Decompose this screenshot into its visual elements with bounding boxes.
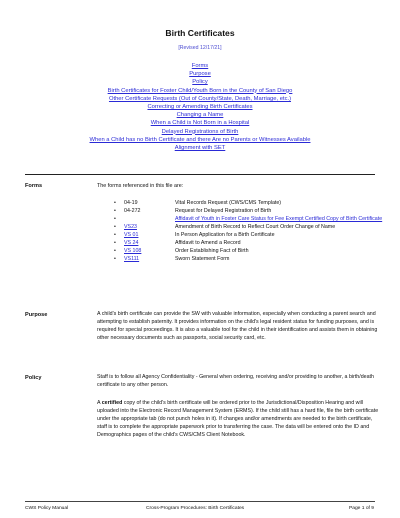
toc-link-no-birth-certificate[interactable]: When a Child has no Birth Certificate and there Are no Parents or Witnesses Available <box>89 136 311 143</box>
policy-text-prefix: A <box>97 400 102 406</box>
form-description: Amendment of Birth Record to Reflect Court Order Change of Name <box>175 224 336 231</box>
list-item <box>114 215 384 223</box>
form-link-affidavit-fee-exempt[interactable]: Affidavit of Youth in Foster Care Status for Fee Exempt Certified Copy of Birth Certificate <box>175 216 383 223</box>
form-link-vs23[interactable]: VS23 <box>124 224 137 231</box>
table-of-contents <box>0 62 400 152</box>
form-code <box>124 223 175 231</box>
policy-text-certified: certified <box>101 400 123 406</box>
toc-link-forms[interactable]: Forms <box>191 63 209 69</box>
toc-link-delayed-registrations[interactable]: Delayed Registrations of Birth <box>161 128 239 135</box>
form-link-vs111[interactable]: VS111 <box>124 256 140 263</box>
form-code <box>124 239 175 247</box>
list-item <box>114 199 384 207</box>
policy-text-confidentiality: Staff is to follow all Agency Confidentiality - General when ordering, receiving and/or providing to another, a birth/death certificate to any other person. <box>97 374 374 388</box>
form-description: Sworn Statement Form <box>175 256 230 263</box>
list-item <box>114 247 384 255</box>
purpose-section-label: Purpose <box>25 312 48 318</box>
list-item <box>114 223 384 231</box>
list-item <box>114 231 384 239</box>
toc-link-alignment-with-set[interactable]: Alignment with SET <box>174 145 226 152</box>
bullet-icon: • <box>114 256 116 263</box>
footer-page-number: Page 1 of 9 <box>348 506 374 511</box>
form-link-vs24[interactable]: VS 24 <box>124 240 139 247</box>
list-item <box>114 239 384 247</box>
form-link-vs108[interactable]: VS 108 <box>124 248 142 255</box>
bullet-icon: • <box>114 208 116 215</box>
form-description: Request for Delayed Registration of Birth <box>175 208 272 215</box>
form-description <box>175 215 384 223</box>
bullet-icon: • <box>114 240 116 247</box>
bullet-icon: • <box>114 200 116 206</box>
bullet-icon: • <box>114 248 116 255</box>
toc-link-policy[interactable]: Policy <box>192 79 208 86</box>
form-description: Vital Records Request (CWS/CMS Template) <box>175 200 282 206</box>
form-description: Order Establishing Fact of Birth <box>175 248 249 255</box>
forms-section-label: Forms <box>25 183 43 189</box>
toc-link-correcting-amending[interactable]: Correcting or Amending Birth Certificates <box>147 104 253 111</box>
list-item <box>114 207 384 215</box>
form-code <box>124 247 175 255</box>
form-description: In Person Application for a Birth Certificate <box>175 232 275 239</box>
form-code <box>124 215 175 223</box>
form-link-vs01[interactable]: VS 01 <box>124 232 139 239</box>
toc-link-changing-name[interactable]: Changing a Name <box>176 112 224 119</box>
form-description: Affidavit to Amend a Record <box>175 240 241 247</box>
toc-link-born-in-san-diego[interactable]: Birth Certificates for Foster Child/Youth Born in the County of San Diego <box>107 87 293 94</box>
purpose-text: A child's birth certificate can provide the SW with valuable information, especially when conducting a parent search and attempting to establish paternity. It provides information on the child's legal resident status for funding purposes, and is required for special proceedings. It is also a valuable tool for the child in their identification and assists them in obtaining other necessary documents such as passports, social security card, etc. <box>97 311 378 341</box>
footer-divider <box>25 501 375 502</box>
form-code <box>124 255 175 263</box>
policy-text-certified-copy <box>97 400 379 440</box>
bullet-icon: • <box>114 224 116 231</box>
form-code: 04-19 <box>124 200 138 206</box>
forms-list <box>114 199 384 263</box>
policy-section-label: Policy <box>25 375 42 381</box>
section-divider <box>25 174 375 175</box>
form-code: 04-272 <box>124 208 141 215</box>
document-title: Birth Certificates <box>165 28 235 38</box>
footer-left: CWS Policy Manual <box>25 506 69 511</box>
policy-text-rest: copy of the child's birth certificate will be ordered prior to the Jurisdictional/Disposition Hearing and will uploaded into the Electronic Record Management System (ERMS). If the child still has a hard file, file the birth certificate under the appropriate tab (do not punch holes in it). If changes and/or amendments are needed to the birth certificate, staff is to complete the appropriate paperwork prior to transferring the case. The data will be entered onto the ID and Demographics pages of the child's CWS/CMS Client Notebook. <box>97 400 379 438</box>
list-item <box>114 255 384 263</box>
toc-link-purpose[interactable]: Purpose <box>189 71 211 78</box>
toc-link-not-born-in-hospital[interactable]: When a Child is Not Born in a Hospital <box>150 120 250 127</box>
toc-link-other-certificate-requests[interactable]: Other Certificate Requests (Out of County/State, Death, Marriage, etc.) <box>108 95 292 102</box>
bullet-icon: • <box>114 216 116 223</box>
bullet-icon: • <box>114 232 116 239</box>
forms-intro: The forms referenced in this file are: <box>97 183 184 189</box>
footer-center: Cross-Program Procedures: Birth Certificates <box>146 506 245 511</box>
form-code <box>124 231 175 239</box>
revised-date: [Revised 12/17/21] <box>178 45 222 51</box>
